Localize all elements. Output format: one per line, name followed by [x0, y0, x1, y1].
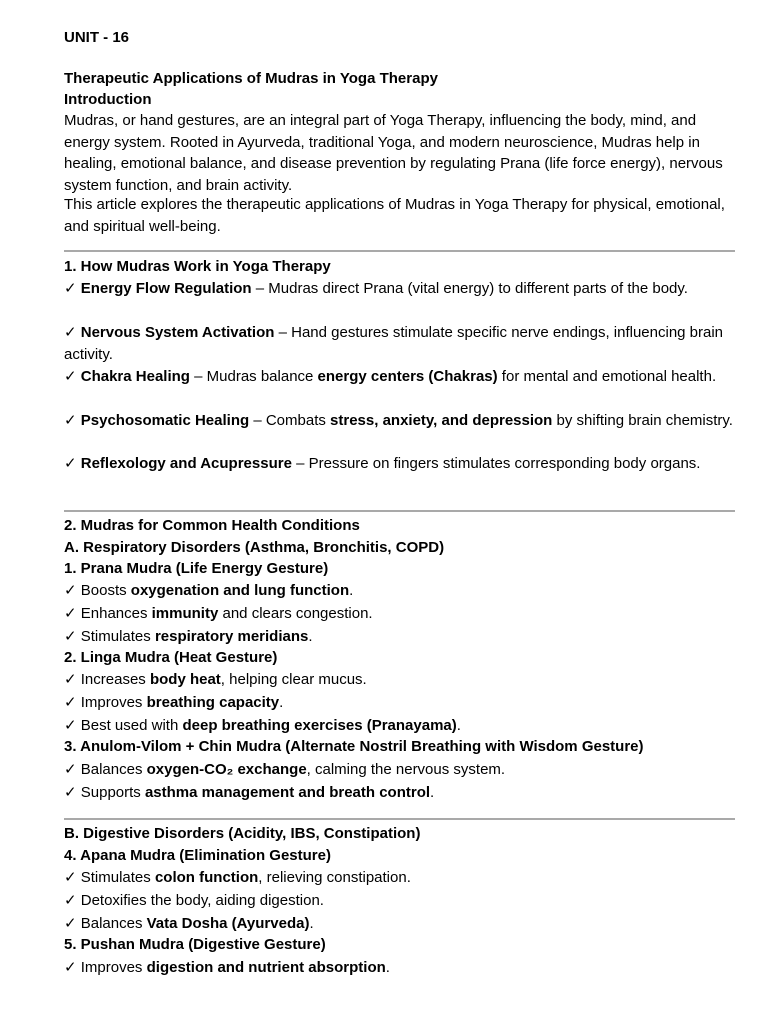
check-icon: ✓ [64, 892, 77, 909]
mudra-title: 2. Linga Mudra (Heat Gesture) [64, 649, 278, 666]
list-item: ✓ Improves breathing capacity. [64, 694, 284, 711]
check-icon: ✓ [64, 694, 77, 711]
section-heading: 2. Mudras for Common Health Conditions [64, 517, 360, 534]
intro-heading: Introduction [64, 91, 152, 108]
list-item: ✓ Psychosomatic Healing – Combats stress, anxiety, and depression by shifting brain chemistry. [64, 412, 733, 429]
list-item: ✓ Boosts oxygenation and lung function. [64, 582, 354, 599]
mudra-title: 3. Anulom-Vilom + Chin Mudra (Alternate Nostril Breathing with Wisdom Gesture) [64, 738, 644, 755]
check-icon: ✓ [64, 784, 77, 801]
list-item: ✓ Stimulates respiratory meridians. [64, 628, 313, 645]
list-item: ✓ Increases body heat, helping clear mucus. [64, 671, 367, 688]
check-icon: ✓ [64, 605, 77, 622]
check-icon: ✓ [64, 869, 77, 886]
check-icon: ✓ [64, 324, 77, 341]
list-item: ✓ Nervous System Activation – Hand gestures stimulate specific nerve endings, influencing brain activity. [64, 324, 724, 363]
list-item: ✓ Detoxifies the body, aiding digestion. [64, 892, 324, 909]
section-heading: 1. How Mudras Work in Yoga Therapy [64, 258, 331, 275]
check-icon: ✓ [64, 368, 77, 385]
list-item: ✓ Enhances immunity and clears congestion. [64, 605, 373, 622]
section-divider [64, 818, 735, 820]
subsection-heading: B. Digestive Disorders (Acidity, IBS, Constipation) [64, 825, 421, 842]
check-icon: ✓ [64, 582, 77, 599]
check-icon: ✓ [64, 412, 77, 429]
mudra-title: 4. Apana Mudra (Elimination Gesture) [64, 847, 331, 864]
check-icon: ✓ [64, 280, 77, 297]
check-icon: ✓ [64, 455, 77, 472]
list-item: ✓ Reflexology and Acupressure – Pressure on fingers stimulates corresponding body organs. [64, 455, 701, 472]
check-icon: ✓ [64, 915, 77, 932]
list-item: ✓ Balances Vata Dosha (Ayurveda). [64, 915, 314, 932]
intro-paragraph-2: This article explores the therapeutic applications of Mudras in Yoga Therapy for physical, emotional, and spiritual well-being. [64, 196, 725, 235]
check-icon: ✓ [64, 959, 77, 976]
section-divider [64, 510, 735, 512]
list-item: ✓ Improves digestion and nutrient absorption. [64, 959, 390, 976]
subsection-heading: A. Respiratory Disorders (Asthma, Bronchitis, COPD) [64, 539, 445, 556]
unit-title: UNIT - 16 [64, 29, 130, 46]
check-icon: ✓ [64, 717, 77, 734]
list-item: ✓ Energy Flow Regulation – Mudras direct Prana (vital energy) to different parts of the body. [64, 280, 688, 297]
check-icon: ✓ [64, 761, 77, 778]
check-icon: ✓ [64, 671, 77, 688]
article-title: Therapeutic Applications of Mudras in Yoga Therapy [64, 70, 438, 87]
list-item: ✓ Balances oxygen-CO₂ exchange, calming the nervous system. [64, 761, 506, 778]
mudra-title: 5. Pushan Mudra (Digestive Gesture) [64, 936, 326, 953]
intro-paragraph-1: Mudras, or hand gestures, are an integral part of Yoga Therapy, influencing the body, mind, and energy system. Rooted in Ayurveda, traditional Yoga, and modern neuroscience, Mudras help in healing, emotional balance, and disease prevention by regulating Prana (life force energy), nervous system function, and brain activity. [64, 112, 723, 194]
list-item: ✓ Chakra Healing – Mudras balance energy centers (Chakras) for mental and emotional health. [64, 368, 717, 385]
list-item: ✓ Stimulates colon function, relieving constipation. [64, 869, 411, 886]
mudra-title: 1. Prana Mudra (Life Energy Gesture) [64, 560, 329, 577]
list-item: ✓ Best used with deep breathing exercises (Pranayama). [64, 717, 461, 734]
list-item: ✓ Supports asthma management and breath control. [64, 784, 435, 801]
section-divider [64, 250, 735, 252]
check-icon: ✓ [64, 628, 77, 645]
